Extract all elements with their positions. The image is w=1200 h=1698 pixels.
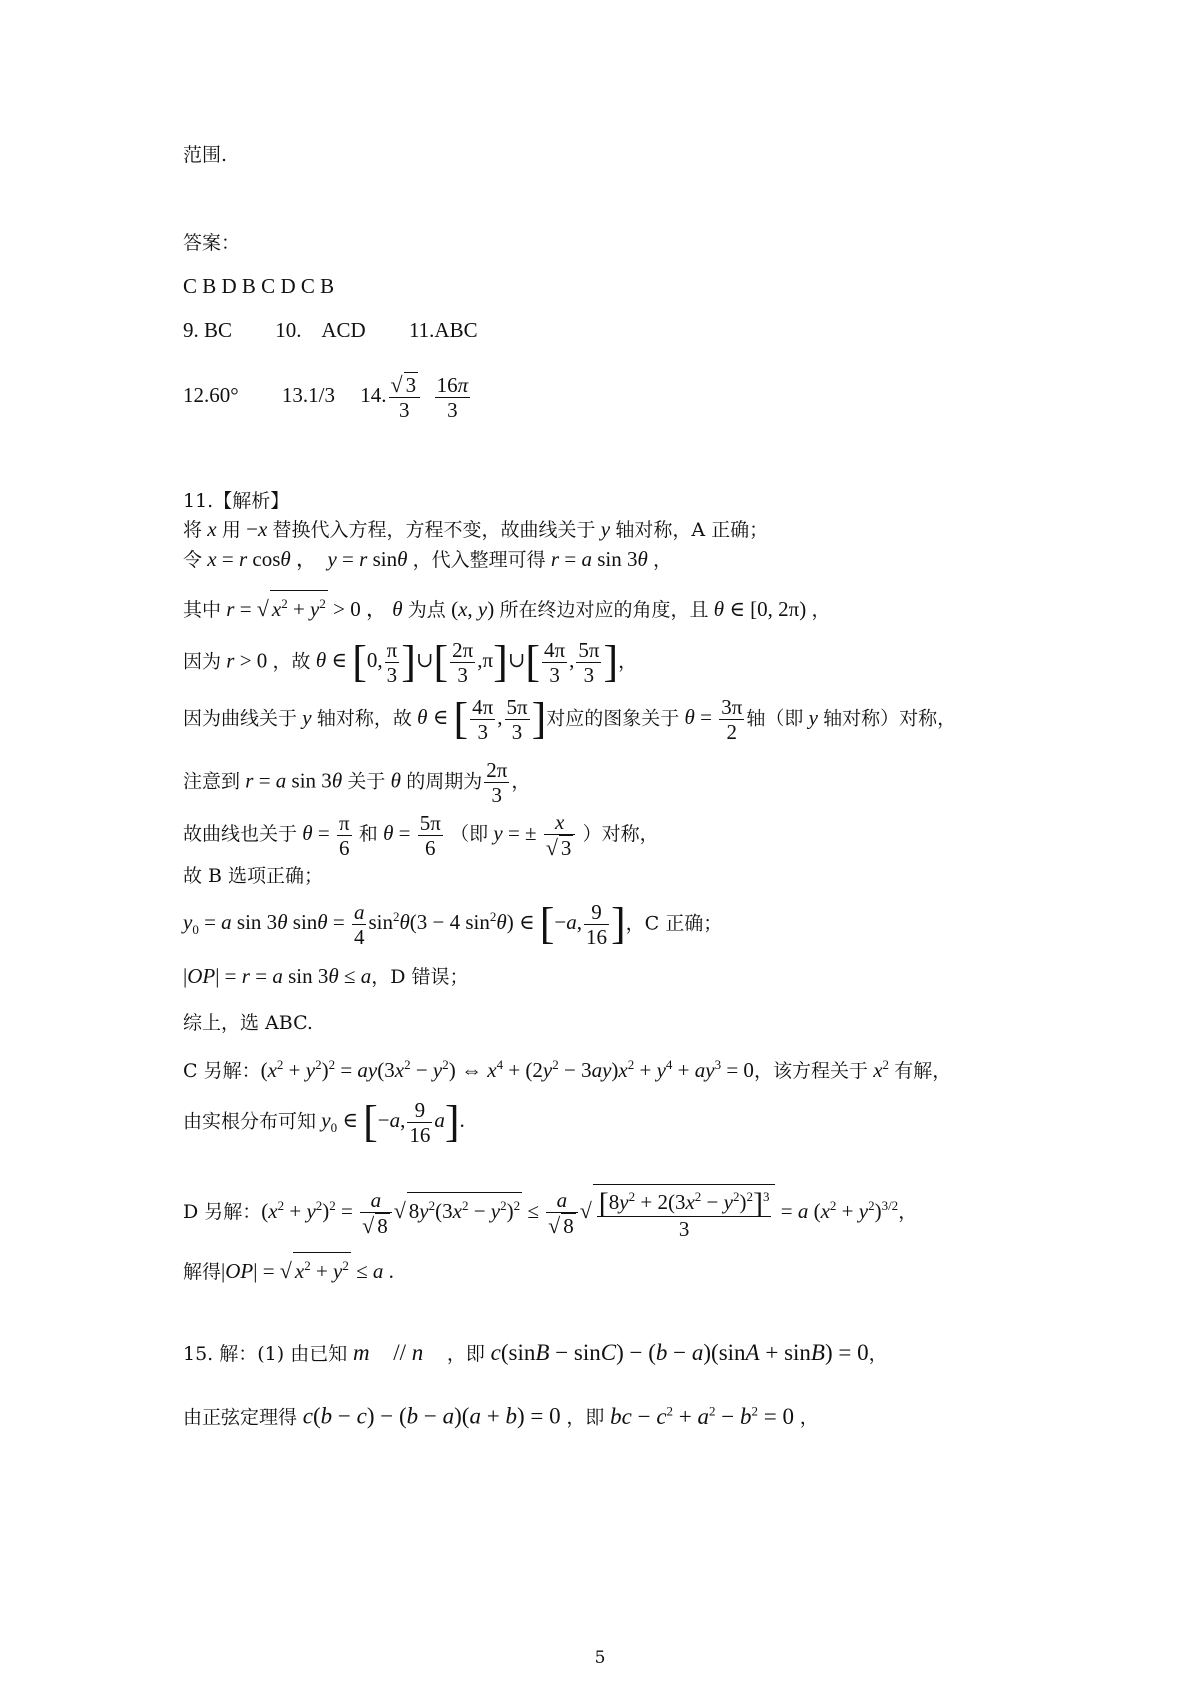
solution-15-line-1: 15. 解：(1) 由已知 m⃗ // n⃗ ，即 c(sinB − sinC) − (b − a)(sinA + sinB) = 0， [183, 1340, 888, 1365]
solution-11-line-15: 解得|OP| = √ $x^2 + y^2 \le a$ . [183, 1252, 394, 1285]
solution-11-line-7: 故曲线也关于 θ = $\frac{\pi}{6}$ 和 θ = $\frac{5\pi}{6}$ （即 y = ± $\frac{x}{√ 3}$ ）对称， [183, 810, 659, 860]
solution-11-line-14: D 另解：$(x^2 + y^2)^2$ = $\frac{a}{√ 8}$ √ $8y^2(3x^2 - y^2)^2$ ≤ $\frac{a}{√ 8}$ √ $\frac{[8y^2 + 2(3x^2 - y^2)^2]^3}{3}$ = a $(x^2 + y^2)^{3/2}$， [183, 1184, 917, 1241]
solution-11-line-11: 综上，选 ABC. [183, 1012, 313, 1034]
q12-answer: 12.60° [183, 382, 239, 407]
top-text: 范围. [183, 144, 228, 166]
answers-label: 答案： [183, 232, 241, 254]
q9-answer: 9. BC [183, 318, 233, 342]
q10-answer: ACD [321, 318, 366, 342]
q14-label: 14. [360, 382, 387, 407]
solution-11-line-13: 由实根分布可知 $y_0$ ∈ [−a, $\frac{9}{16}$ a]. [183, 1097, 465, 1147]
solution-11-line-2: 令 x = r cosθ ， y = r sinθ ，代入整理可得 r = a sin 3θ ， [183, 547, 673, 571]
solution-11-line-12: C 另解：$(x^2 + y^2)^2 = ay(3x^2 - y^2)$ ⇔ $x^4 + (2y^2 - 3ay)x^2 + y^4 + ay^3 = 0$，该方程关于 $x^2$ 有解， [183, 1057, 952, 1082]
multi-answers [183, 317, 478, 343]
fill-answers [183, 372, 472, 422]
page-number: 5 [594, 1648, 606, 1668]
solution-11-line-4: 因为 r > 0 ，故 θ ∈ [0, $\frac{\pi}{3}$ ]∪[ $\frac{2\pi}{3}$ ,π]∪[ $\frac{4\pi}{3}$ , $\frac{5\pi}{3}$ ]， [183, 637, 638, 687]
solution-15-line-2: 由正弦定理得 c(b − c) − (b − a)(a + b) = 0 ，即 bc − $c^2 + a^2 - b^2 = 0$ ， [183, 1403, 819, 1429]
q13-answer: 13.1/3 [281, 382, 335, 407]
q10-label: 10. [275, 318, 302, 342]
solution-11-line-3: 其中 r = √ $x^2 + y^2 > 0$ ， θ 为点 (x, y) 所在终边对应的角度，且 θ ∈ [0, 2π) ， [183, 590, 830, 623]
q14-formula: $\frac{√ 3}{3}$ $\frac{16\pi}{3}$ [390, 372, 469, 422]
solution-11-line-1: 将 x 用 −x 替换代入方程，方程不变，故曲线关于 y 轴对称，A 正确； [183, 517, 769, 541]
solution-11-heading: 11.【解析】 [183, 490, 290, 512]
solution-11-line-10: |OP| = r = a sin 3θ ≤ a，D 错误； [183, 964, 469, 988]
solution-11-line-9: $y_0 = a$ sin 3θ sinθ = $\frac{a}{4}$ $\sin^2\theta(3 - 4$ $\sin^2\theta$) ∈ [−a, $\frac{9}{16}$ ]，C 正确； [183, 899, 723, 949]
mc-answers: C B D B C D C B [183, 274, 335, 298]
solution-11-line-8: 故 B 选项正确； [183, 865, 324, 887]
q11-answer: 11.ABC [408, 318, 478, 342]
solution-11-line-5: 因为曲线关于 y 轴对称，故 θ ∈ [ $\frac{4\pi}{3}$ , $\frac{5\pi}{3}$ ]对应的图象关于 θ = $\frac{3\pi}{2}$ 轴（即 y 轴对称）对称， [183, 694, 957, 744]
solution-11-line-6: 注意到 r = a sin 3θ 关于 θ 的周期为 $\frac{2\pi}{3}$ ， [183, 758, 531, 807]
